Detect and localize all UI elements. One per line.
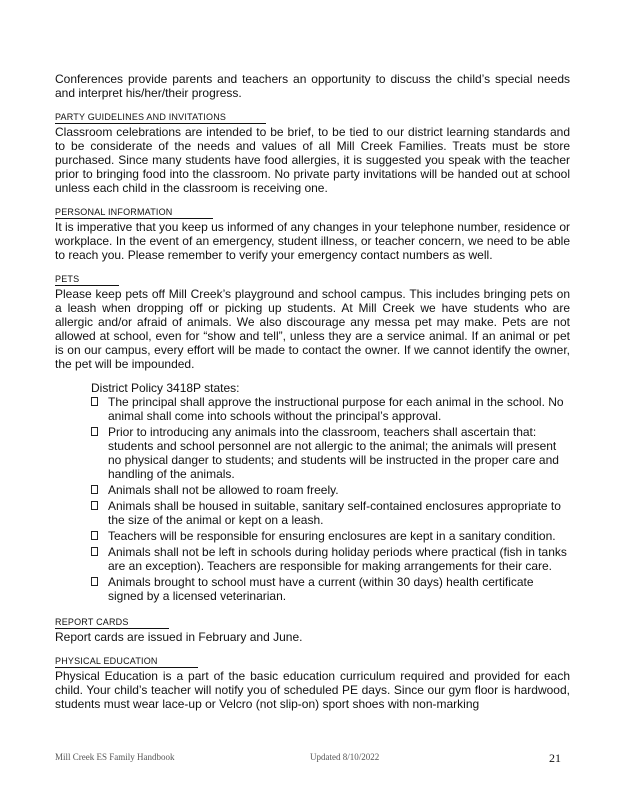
list-item-text: Prior to introducing any animals into the classroom, teachers shall ascertain that: students and school personnel are not allergic to the animal; the animals will present no physical danger to students; and students will be instructed in the proper care and handling of the animals. bbox=[108, 425, 559, 481]
list-item-text: Animals brought to school must have a current (within 30 days) health certificate signed by a licensed veterinarian. bbox=[108, 575, 534, 603]
list-item bbox=[91, 499, 570, 527]
section-body: Report cards are issued in February and June. bbox=[55, 630, 303, 644]
section-body: Please keep pets off Mill Creek’s playground and school campus. This includes bringing pets on a leash when dropping off or picking up students. At Mill Creek we have students who are allergic and/or afraid of animals. We also discourage any messa pet may make. Pets are not allowed at school, even for “show and tell”, unless they are a service animal. If an animal or pet is on our campus, every effort will be made to contact the owner. If we cannot identify the owner, the pet will be impounded. bbox=[55, 287, 570, 371]
bullet-box-icon bbox=[91, 427, 98, 436]
district-policy bbox=[91, 381, 570, 603]
list-item-text: Teachers will be responsible for ensuring enclosures are kept in a sanitary condition. bbox=[108, 529, 556, 543]
bullet-box-icon bbox=[91, 501, 98, 510]
section-heading: PERSONAL INFORMATION bbox=[55, 207, 213, 219]
footer-handbook-title: Mill Creek ES Family Handbook bbox=[55, 752, 175, 762]
list-item-text: Animals shall not be left in schools during holiday periods where practical (fish in tanks are an exception). Teachers are responsible for making arrangements for their care. bbox=[108, 545, 567, 573]
list-item bbox=[91, 529, 570, 543]
list-item bbox=[91, 395, 570, 423]
bullet-box-icon bbox=[91, 547, 98, 556]
section-heading: REPORT CARDS bbox=[55, 617, 169, 629]
handbook-page bbox=[55, 72, 570, 711]
section-heading: PARTY GUIDELINES AND INVITATIONS bbox=[55, 112, 266, 124]
section-physical-education bbox=[55, 644, 570, 711]
section-body: It is imperative that you keep us informed of any changes in your telephone number, residence or workplace. In the event of an emergency, student illness, or teacher concern, we need to be able to reach you. Please remember to verify your emergency contact numbers as well. bbox=[55, 220, 570, 262]
list-item-text: The principal shall approve the instructional purpose for each animal in the school. No animal shall come into schools without the principal’s approval. bbox=[108, 395, 564, 423]
intro-paragraph: Conferences provide parents and teachers an opportunity to discuss the child’s special needs and interpret his/her/their progress. bbox=[55, 72, 570, 100]
policy-list bbox=[91, 395, 570, 603]
list-item bbox=[91, 483, 570, 497]
bullet-box-icon bbox=[91, 577, 98, 586]
section-party bbox=[55, 100, 570, 195]
section-report-cards bbox=[55, 605, 570, 644]
footer-updated-date: Updated 8/10/2022 bbox=[310, 752, 380, 762]
section-personal-info bbox=[55, 195, 570, 262]
bullet-box-icon bbox=[91, 397, 98, 406]
list-item bbox=[91, 425, 570, 481]
section-body: Classroom celebrations are intended to be brief, to be tied to our district learning standards and to be considerate of the needs and values of all Mill Creek Families. Treats must be store purchased. Since many students have food allergies, it is suggested you speak with the teacher prior to bringing food into the classroom. No private party invitations will be handed out at school unless each child in the classroom is receiving one. bbox=[55, 125, 570, 195]
page-number: 21 bbox=[549, 751, 561, 765]
bullet-box-icon bbox=[91, 485, 98, 494]
section-heading: PHYSICAL EDUCATION bbox=[55, 656, 198, 668]
policy-title: District Policy 3418P states: bbox=[91, 381, 240, 395]
bullet-box-icon bbox=[91, 531, 98, 540]
list-item-text: Animals shall not be allowed to roam freely. bbox=[108, 483, 339, 497]
section-heading: PETS bbox=[55, 274, 119, 286]
list-item bbox=[91, 575, 570, 603]
list-item bbox=[91, 545, 570, 573]
section-pets bbox=[55, 262, 570, 371]
section-body: Physical Education is a part of the basic education curriculum required and provided for each child. Your child’s teacher will notify you of scheduled PE days. Since our gym floor is hardwood, students must wear lace-up or Velcro (not slip-on) sport shoes with non-marking bbox=[55, 669, 570, 711]
list-item-text: Animals shall be housed in suitable, sanitary self-contained enclosures appropriate to the size of the animal or kept on a leash. bbox=[108, 499, 561, 527]
page-footer bbox=[55, 752, 561, 766]
